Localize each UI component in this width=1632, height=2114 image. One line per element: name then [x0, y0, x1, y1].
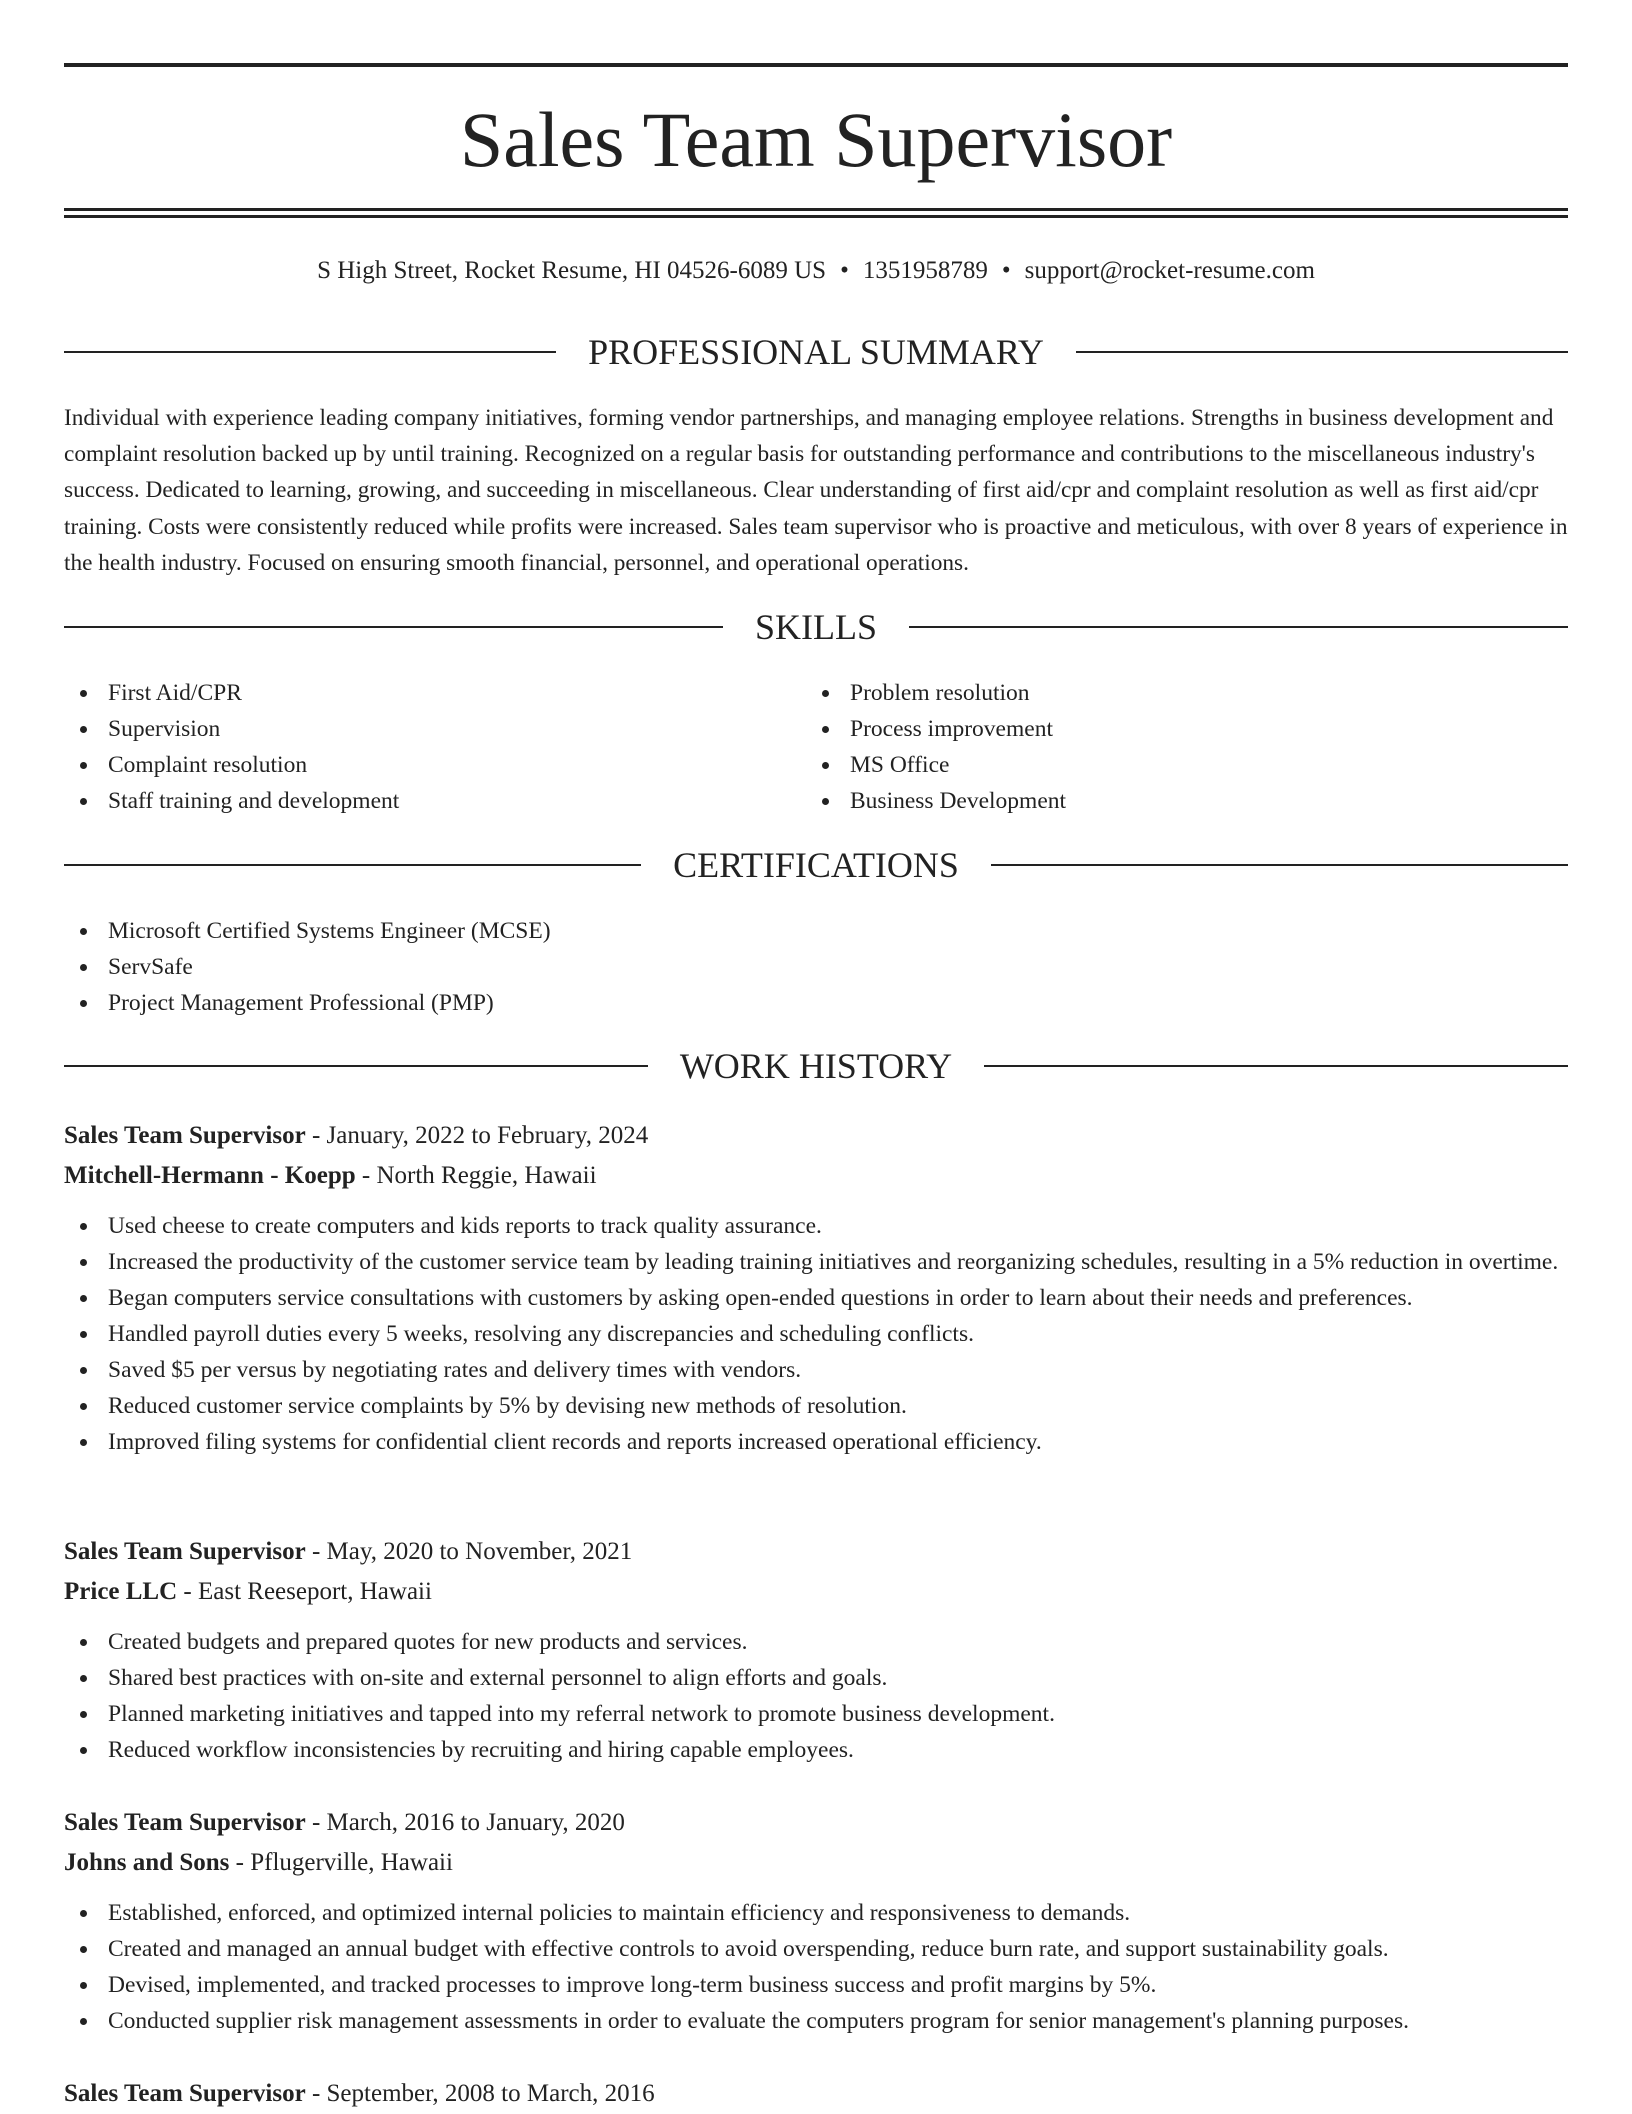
heading-rule	[909, 626, 1568, 628]
job-dates: - September, 2008 to March, 2016	[305, 2080, 655, 2107]
certification-item: ServSafe	[64, 949, 1064, 985]
job-bullet: Increased the productivity of the customer service team by leading training initiatives and reorganizing schedules, resulting in a 5% reduction in overtime.	[64, 1244, 1568, 1280]
resume-name: Sales Team Supervisor	[459, 96, 1173, 183]
job-company-line	[64, 1843, 1568, 1883]
job-bullet: Planned marketing initiatives and tapped into my referral network to promote business development.	[64, 1696, 1568, 1732]
skills-list-right	[806, 675, 1506, 819]
job-entry	[64, 1532, 1568, 1768]
job-entry	[64, 1803, 1568, 2039]
section-title: WORK HISTORY	[679, 1046, 953, 1086]
skill-item: Supervision	[64, 711, 764, 747]
heading-rule	[64, 626, 723, 628]
job-location: - Pflugerville, Hawaii	[229, 1849, 453, 1876]
section-title: SKILLS	[755, 607, 878, 647]
top-rule	[64, 63, 1568, 67]
job-company: Price LLC	[64, 1578, 178, 1605]
job-title: Sales Team Supervisor	[64, 2080, 306, 2107]
skill-item: Staff training and development	[64, 783, 764, 819]
skill-item: MS Office	[806, 747, 1506, 783]
job-dates: - May, 2020 to November, 2021	[305, 1538, 633, 1565]
contact-separator: •	[1001, 257, 1011, 284]
contact-address: S High Street, Rocket Resume, HI 04526-6089 US	[317, 257, 827, 284]
job-bullet: Saved $5 per versus by negotiating rates and delivery times with vendors.	[64, 1352, 1568, 1388]
certifications-list	[64, 913, 1064, 1021]
contact-line	[64, 255, 1568, 287]
job-bullet: Handled payroll duties every 5 weeks, resolving any discrepancies and scheduling conflicts.	[64, 1316, 1568, 1352]
job-bullet: Conducted supplier risk management assessments in order to evaluate the computers program for senior management's planning purposes.	[64, 2003, 1568, 2039]
job-title: Sales Team Supervisor	[64, 1122, 306, 1149]
job-title-line	[64, 1803, 1568, 1843]
section-heading-certifications	[64, 843, 1568, 887]
section-heading-summary	[64, 330, 1568, 374]
job-title-line	[64, 1532, 1568, 1572]
job-bullet: Created budgets and prepared quotes for new products and services.	[64, 1624, 1568, 1660]
job-title-line	[64, 2074, 1568, 2114]
section-heading-skills	[64, 605, 1568, 649]
job-bullets	[64, 1208, 1568, 1460]
certification-item: Project Management Professional (PMP)	[64, 985, 1064, 1021]
job-company: Johns and Sons	[64, 1849, 230, 1876]
job-bullet: Devised, implemented, and tracked processes to improve long-term business success and profit margins by 5%.	[64, 1967, 1568, 2003]
skill-item: First Aid/CPR	[64, 675, 764, 711]
heading-rule	[64, 351, 556, 353]
heading-rule	[1076, 351, 1568, 353]
job-bullet: Reduced workflow inconsistencies by recruiting and hiring capable employees.	[64, 1732, 1568, 1768]
job-dates: - March, 2016 to January, 2020	[305, 1809, 625, 1836]
job-bullet: Shared best practices with on-site and external personnel to align efforts and goals.	[64, 1660, 1568, 1696]
job-dates: - January, 2022 to February, 2024	[305, 1122, 649, 1149]
job-bullets	[64, 1624, 1568, 1768]
skill-item: Problem resolution	[806, 675, 1506, 711]
job-bullet: Reduced customer service complaints by 5% by devising new methods of resolution.	[64, 1388, 1568, 1424]
contact-phone: 1351958789	[862, 257, 988, 284]
job-bullet: Improved filing systems for confidential client records and reports increased operational efficiency.	[64, 1424, 1568, 1460]
contact-separator: •	[840, 257, 849, 284]
job-entry	[64, 2074, 1568, 2114]
heading-rule	[984, 1065, 1568, 1067]
job-company-line	[64, 1572, 1568, 1612]
section-title: PROFESSIONAL SUMMARY	[588, 332, 1044, 372]
double-rule	[64, 208, 1568, 218]
heading-rule	[64, 1065, 648, 1067]
skills-list-left	[64, 675, 764, 819]
skill-item: Business Development	[806, 783, 1506, 819]
job-company: Mitchell-Hermann - Koepp	[64, 1162, 356, 1189]
job-title: Sales Team Supervisor	[64, 1809, 306, 1836]
job-bullet: Began computers service consultations with customers by asking open-ended questions in order to learn about their needs and preferences.	[64, 1280, 1568, 1316]
heading-rule	[64, 864, 641, 866]
job-bullets	[64, 1895, 1568, 2039]
job-bullet: Created and managed an annual budget with effective controls to avoid overspending, reduce burn rate, and support sustainability goals.	[64, 1931, 1568, 1967]
job-entry	[64, 1116, 1568, 1460]
contact-email: support@rocket-resume.com	[1024, 257, 1315, 284]
job-location: - North Reggie, Hawaii	[355, 1162, 597, 1189]
job-bullet: Used cheese to create computers and kids reports to track quality assurance.	[64, 1208, 1568, 1244]
job-bullet: Established, enforced, and optimized internal policies to maintain efficiency and responsiveness to demands.	[64, 1895, 1568, 1931]
job-company-line	[64, 1156, 1568, 1196]
heading-rule	[991, 864, 1568, 866]
job-location: - East Reeseport, Hawaii	[177, 1578, 432, 1605]
skill-item: Complaint resolution	[64, 747, 764, 783]
section-heading-work-history	[64, 1044, 1568, 1088]
job-title: Sales Team Supervisor	[64, 1538, 306, 1565]
skill-item: Process improvement	[806, 711, 1506, 747]
section-title: CERTIFICATIONS	[673, 845, 959, 885]
job-title-line	[64, 1116, 1568, 1156]
certification-item: Microsoft Certified Systems Engineer (MCSE)	[64, 913, 1064, 949]
summary-text: Individual with experience leading company initiatives, forming vendor partnerships, and managing employee relations. Strengths in business development and complaint resolution backed up by until training. Recognized on a regular basis for outstanding performance and contributions to the miscellaneous industry's success. Dedicated to learning, growing, and succeeding in miscellaneous. Clear understanding of first aid/cpr and complaint resolution as well as first aid/cpr training. Costs were consistently reduced while profits were increased. Sales team supervisor who is proactive and meticulous, with over 8 years of experience in the health industry. Focused on ensuring smooth financial, personnel, and operational operations.	[64, 405, 1568, 576]
